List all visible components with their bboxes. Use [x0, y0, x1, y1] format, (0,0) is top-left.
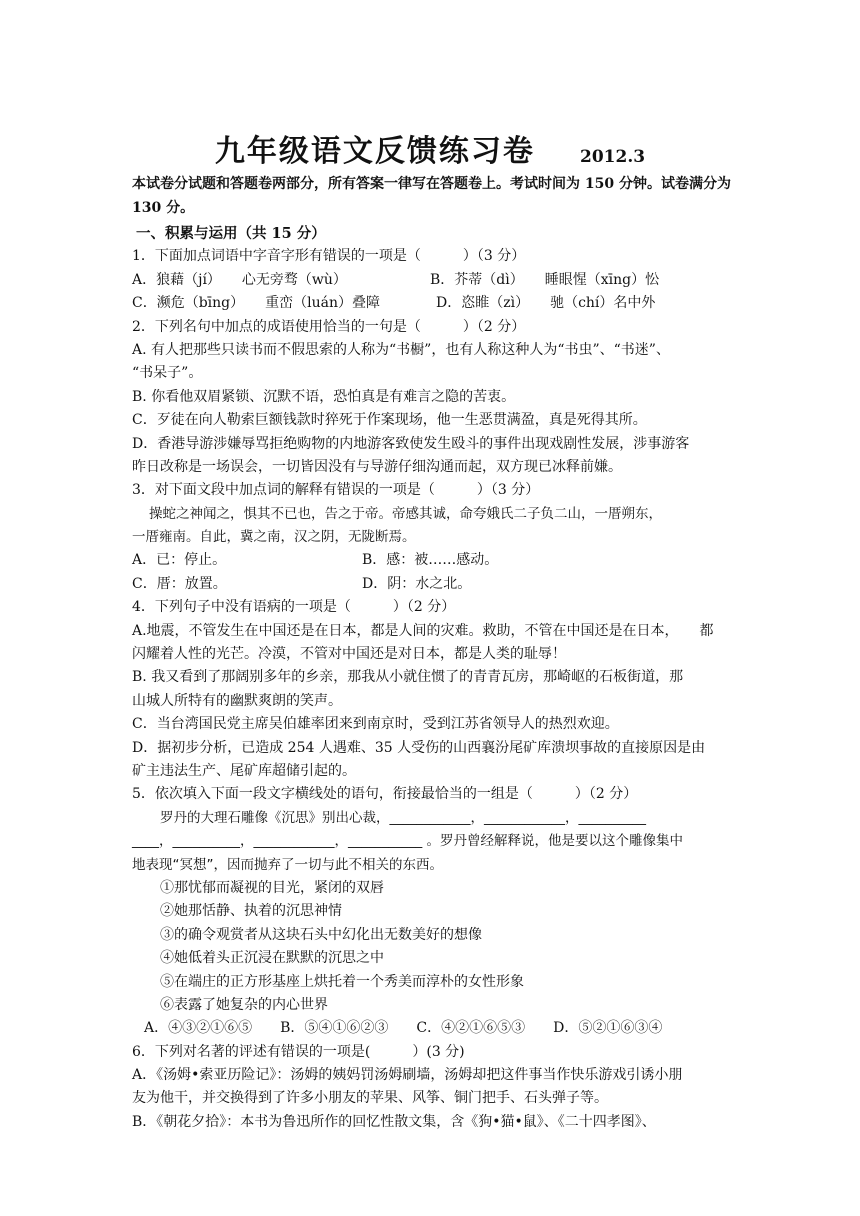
exam-year: 2012.3	[580, 146, 646, 167]
q1-options-cd	[132, 292, 742, 315]
q2-option-d: D．香港导游涉嫌辱骂拒绝购物的内地游客致使发生殴斗的事件出现戏剧性发展，涉事游客	[132, 435, 690, 452]
section-heading: 一、积累与运用（共 15 分）	[136, 225, 326, 242]
q4-option-c: C．当台湾国民党主席吴伯雄率团来到南京时，受到江苏省领导人的热烈欢迎。	[132, 716, 619, 733]
q4-option-b-cont: 山城人所特有的幽默爽朗的笑声。	[132, 692, 342, 709]
q5-item-3: ③的确令观赏者从这块石头中幻化出无数美好的想像	[160, 926, 482, 943]
q4-option-d: D．据初步分析，已造成 254 人遇难、35 人受伤的山西襄汾尾矿库溃坝事故的直接原因是由	[132, 739, 706, 756]
q4-option-d-cont: 矿主违法生产、尾矿库超储引起的。	[132, 762, 356, 779]
q2-option-a-cont: “书呆子”。	[132, 365, 203, 382]
q6-option-a: A．《汤姆•索亚历险记》：汤姆的姨妈罚汤姆刷墙，汤姆却把这件事当作快乐游戏引诱小朋	[132, 1067, 683, 1084]
q1-option-b: B．芥蒂（dì） 睡眼惺（xīng）忪	[430, 271, 660, 288]
q3-options-cd	[132, 573, 742, 596]
q6-option-b: B．《朝花夕拾》：本书为鲁迅所作的回忆性散文集，含《狗•猫•鼠》、《二十四孝图》、	[132, 1113, 656, 1130]
q3-stem: 3．对下面文段中加点词的解释有错误的一项是（ ）（3 分）	[132, 482, 540, 499]
q5-item-2: ②她那恬静、执着的沉思神情	[160, 903, 342, 920]
q3-option-c: C．厝：放置。	[132, 575, 227, 592]
q3-option-b: B．感：被……感动。	[362, 552, 499, 569]
q5-passage-line2: ____，__________，____________，___________ 。罗丹曾经解释说，他是要以这个雕像集中	[132, 833, 684, 850]
q1-option-c: C．濒危（bīng） 重峦（luán）叠障	[132, 295, 380, 312]
q6-stem: 6．下列对名著的评述有错误的一项是( ）(3 分)	[132, 1043, 465, 1060]
q2-option-d-cont: 昨日改称是一场误会，一切皆因没有与导游仔细沟通而起，双方现已冰释前嫌。	[132, 458, 622, 475]
q3-option-a: A．已：停止。	[132, 552, 227, 569]
q4-option-b: B. 我又看到了那阔别多年的乡亲，那我从小就住惯了的青青瓦房，那崎岖的石板街道，那	[132, 669, 684, 686]
q2-option-a: A. 有人把那些只读书而不假思索的人称为“书橱”，也有人称这种人为“书虫”、“书迷”、	[132, 341, 670, 358]
q2-option-b: B. 你看他双眉紧锁、沉默不语，恐怕真是有难言之隐的苦衷。	[132, 388, 516, 405]
q3-option-d: D．阴：水之北。	[362, 575, 472, 592]
q5-item-1: ①那忧郁而凝视的目光，紧闭的双唇	[160, 879, 384, 896]
q2-option-c: C．歹徒在向人勒索巨额钱款时猝死于作案现场，他一生恶贯满盈，真是死得其所。	[132, 412, 647, 429]
q3-options-ab	[132, 549, 742, 572]
q5-passage-line3: 地表现“冥想”，因而抛弃了一切与此不相关的东西。	[132, 856, 443, 873]
page-title: 九年级语文反馈练习卷	[214, 134, 535, 169]
q5-item-4: ④她低着头正沉浸在默默的沉思之中	[160, 950, 384, 967]
q3-passage-line2: 一厝雍南。自此，冀之南，汉之阴，无陇断焉。	[132, 529, 416, 546]
exam-instructions: 本试卷分试题和答题卷两部分，所有答案一律写在答题卷上。考试时间为 150 分钟。试卷满分为 130 分。	[132, 176, 731, 216]
q5-passage-line1: 罗丹的大理石雕像《沉思》别出心裁，____________，____________，__________	[160, 809, 646, 826]
q6-option-a-cont: 友为他干，并交换得到了许多小朋友的苹果、风筝、铜门把手、石头弹子等。	[132, 1090, 608, 1107]
q5-item-6: ⑥表露了她复杂的内心世界	[160, 996, 328, 1013]
q4-stem: 4．下列句子中没有语病的一项是（ ）（2 分）	[132, 599, 456, 616]
q4-option-a-cont: 闪耀着人性的光芒。冷漠，不管对中国还是对日本，都是人类的耻辱！	[132, 646, 566, 663]
q2-stem: 2．下列名句中加点的成语使用恰当的一句是（ ）（2 分）	[132, 318, 526, 335]
q1-options-ab	[132, 269, 742, 292]
header	[0, 126, 860, 170]
question-list	[132, 222, 742, 1134]
q5-stem: 5．依次填入下面一段文字横线处的语句，衔接最恰当的一组是（ ）（2 分）	[132, 786, 638, 803]
q1-option-d: D．恣睢（zì） 驰（chí）名中外	[436, 295, 656, 312]
q1-option-a: A．狼藉（jí） 心无旁骛（wù）	[132, 271, 347, 288]
q5-choices: A．④③②①⑥⑤ B．⑤④①⑥②③ C．④②①⑥⑤③ D．⑤②①⑥③④	[144, 1020, 663, 1037]
q4-option-a: A.地震，不管发生在中国还是在日本，都是人间的灾难。救助，不管在中国还是在日本， 都	[132, 622, 714, 639]
q3-passage-line1: 操蛇之神闻之，惧其不已也，告之于帝。帝感其诚，命夸娥氏二子负二山，一厝朔东，	[149, 505, 662, 522]
q5-item-5: ⑤在端庄的正方形基座上烘托着一个秀美而淳朴的女性形象	[160, 973, 524, 990]
q1-stem: 1．下面加点词语中字音字形有错误的一项是（ ）（3 分）	[132, 248, 526, 265]
